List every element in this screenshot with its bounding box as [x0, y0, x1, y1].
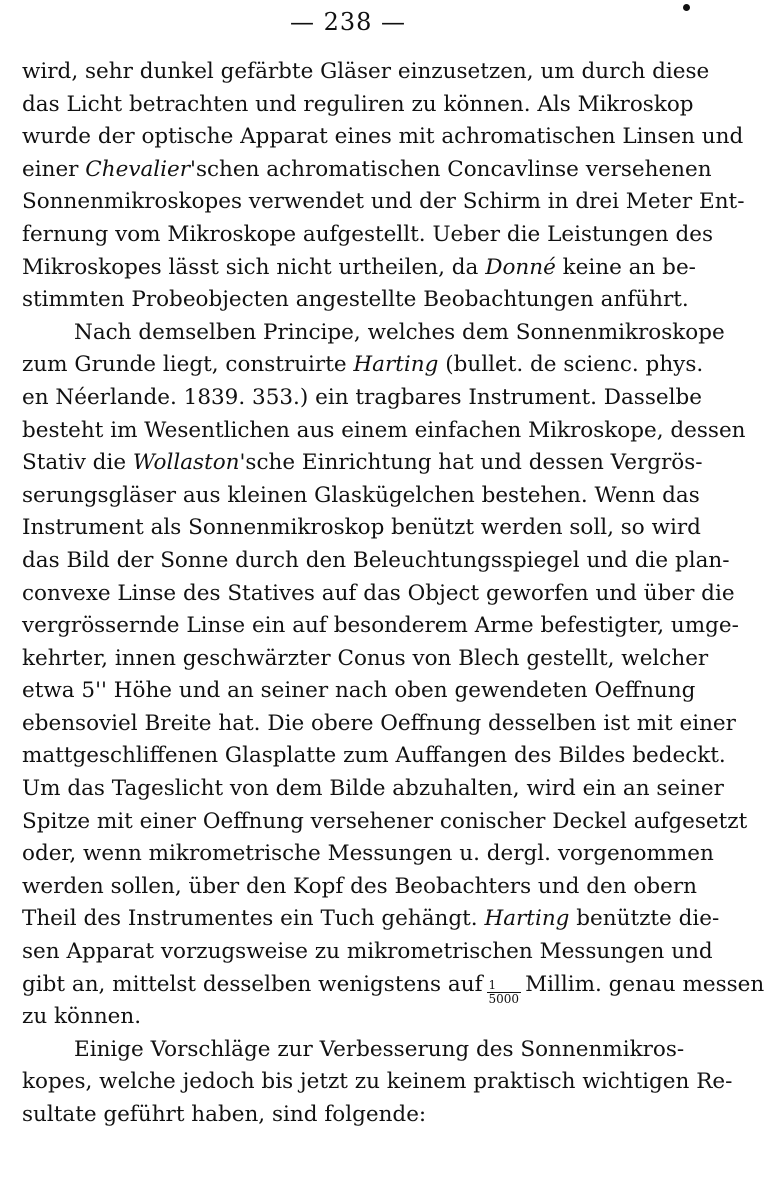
- text-segment: 'schen achromatischen Concavlinse versehenen: [190, 156, 712, 182]
- text-line: [22, 838, 714, 871]
- text-line: [22, 154, 712, 187]
- text-line: [22, 1066, 733, 1099]
- fraction-numerator: 1: [487, 979, 522, 993]
- text-segment: kopes, welche jedoch bis jetzt zu keinem praktisch wichtigen Re-: [22, 1069, 733, 1095]
- text-line: [22, 317, 725, 350]
- text-segment: Spitze mit einer Oeffnung versehener conischer Deckel aufgesetzt: [22, 808, 748, 834]
- page-number: — 238 —: [289, 8, 407, 36]
- paragraph: [22, 317, 764, 1034]
- text-segment: wurde der optische Apparat eines mit achromatischen Linsen und: [22, 124, 744, 150]
- text-line: [22, 512, 701, 545]
- text-line: [22, 740, 726, 773]
- page-body: [22, 56, 764, 1132]
- text-line: [22, 415, 746, 448]
- text-segment: Mikroskopes lässt sich nicht urtheilen, da: [22, 254, 486, 280]
- text-segment: 'sche Einrichtung hat und dessen Vergrös-: [239, 450, 703, 476]
- text-segment: das Licht betrachten und reguliren zu können. Als Mikroskop: [22, 91, 694, 117]
- text-segment: Sonnenmikroskopes verwendet und der Schirm in drei Meter Ent-: [22, 189, 745, 215]
- text-line: [22, 903, 720, 936]
- text-line: [22, 1099, 674, 1132]
- text-segment: Theil des Instrumentes ein Tuch gehängt.: [22, 906, 485, 932]
- text-segment: einer: [22, 156, 86, 182]
- text-line: [22, 349, 704, 382]
- text-segment: gibt an, mittelst desselben wenigstens auf: [22, 971, 483, 997]
- text-segment: kehrter, innen geschwärzter Conus von Blech gestellt, welcher: [22, 645, 709, 671]
- text-line: [22, 56, 710, 89]
- italic-name: Harting: [484, 906, 570, 932]
- text-line: [22, 871, 697, 904]
- italic-name: Donné: [485, 254, 556, 280]
- text-line: [22, 936, 713, 969]
- text-line: [22, 1034, 685, 1067]
- text-segment: en Néerlande. 1839. 353.) ein tragbares Instrument. Dasselbe: [22, 384, 702, 410]
- text-segment: Um das Tageslicht von dem Bilde abzuhalten, wird ein an seiner: [22, 776, 724, 802]
- text-segment: vergrössernde Linse ein auf besonderem Arme befestigter, umge-: [22, 613, 739, 639]
- text-segment: convexe Linse des Statives auf das Object geworfen und über die: [22, 580, 735, 606]
- text-line: [22, 219, 714, 252]
- text-line: [22, 578, 735, 611]
- text-segment: wird, sehr dunkel gefärbte Gläser einzusetzen, um durch diese: [22, 59, 710, 84]
- text-segment: benützte die-: [569, 906, 720, 932]
- text-segment: Millim. genau messen: [525, 971, 764, 997]
- text-segment: serungsgläser aus kleinen Glaskügelchen bestehen. Wenn das: [22, 482, 700, 508]
- fraction-denominator: 5000: [488, 991, 520, 1006]
- text-line: [22, 610, 739, 643]
- text-line: [22, 773, 724, 806]
- italic-name: Chevalier: [85, 156, 191, 182]
- text-segment: oder, wenn mikrometrische Messungen u. dergl. vorgenommen: [22, 841, 714, 867]
- text-line: [22, 1001, 674, 1034]
- fraction: [487, 979, 522, 1006]
- text-segment: Einige Vorschläge zur Verbesserung des Sonnenmikros-: [74, 1036, 685, 1062]
- text-line: [22, 806, 748, 839]
- text-line: [22, 382, 702, 415]
- text-line: [22, 186, 745, 219]
- text-segment: (bullet. de scienc. phys.: [438, 352, 704, 378]
- text-segment: stimmten Probeobjecten angestellte Beobachtungen anführt.: [22, 287, 689, 313]
- text-line: [22, 480, 700, 513]
- text-segment: keine an be-: [555, 254, 696, 280]
- text-line: [22, 675, 696, 708]
- text-segment: mattgeschliffenen Glasplatte zum Auffangen des Bildes bedeckt.: [22, 743, 726, 769]
- text-line: [22, 643, 709, 676]
- text-line: [22, 252, 696, 285]
- text-segment: Stativ die: [22, 450, 133, 476]
- text-segment: Nach demselben Principe, welches dem Sonnenmikroskope: [74, 319, 725, 345]
- text-line: [22, 89, 694, 122]
- paragraph: [22, 56, 745, 317]
- text-segment: zum Grunde liegt, construirte: [22, 352, 354, 378]
- text-segment: etwa 5'' Höhe und an seiner nach oben gewendeten Oeffnung: [22, 678, 696, 704]
- text-segment: besteht im Wesentlichen aus einem einfachen Mikroskope, dessen: [22, 417, 746, 443]
- text-line: [22, 969, 764, 1006]
- text-line: [22, 284, 689, 317]
- text-line: [22, 447, 703, 480]
- text-segment: ebensoviel Breite hat. Die obere Oeffnung desselben ist mit einer: [22, 710, 736, 736]
- text-line: [22, 545, 730, 578]
- text-segment: zu können.: [22, 1004, 142, 1030]
- text-segment: sen Apparat vorzugsweise zu mikrometrischen Messungen und: [22, 939, 713, 965]
- text-line: [22, 121, 744, 154]
- text-segment: fernung vom Mikroskope aufgestellt. Ueber die Leistungen des: [22, 221, 714, 247]
- text-segment: Instrument als Sonnenmikroskop benützt werden soll, so wird: [22, 515, 701, 541]
- italic-name: Harting: [353, 352, 439, 378]
- text-segment: werden sollen, über den Kopf des Beobachters und den obern: [22, 873, 697, 899]
- text-segment: sultate geführt haben, sind folgende:: [22, 1102, 427, 1127]
- text-line: [22, 708, 736, 741]
- italic-name: Wollaston: [132, 450, 240, 476]
- text-segment: das Bild der Sonne durch den Beleuchtungsspiegel und die plan-: [22, 547, 730, 573]
- paragraph: [22, 1034, 733, 1132]
